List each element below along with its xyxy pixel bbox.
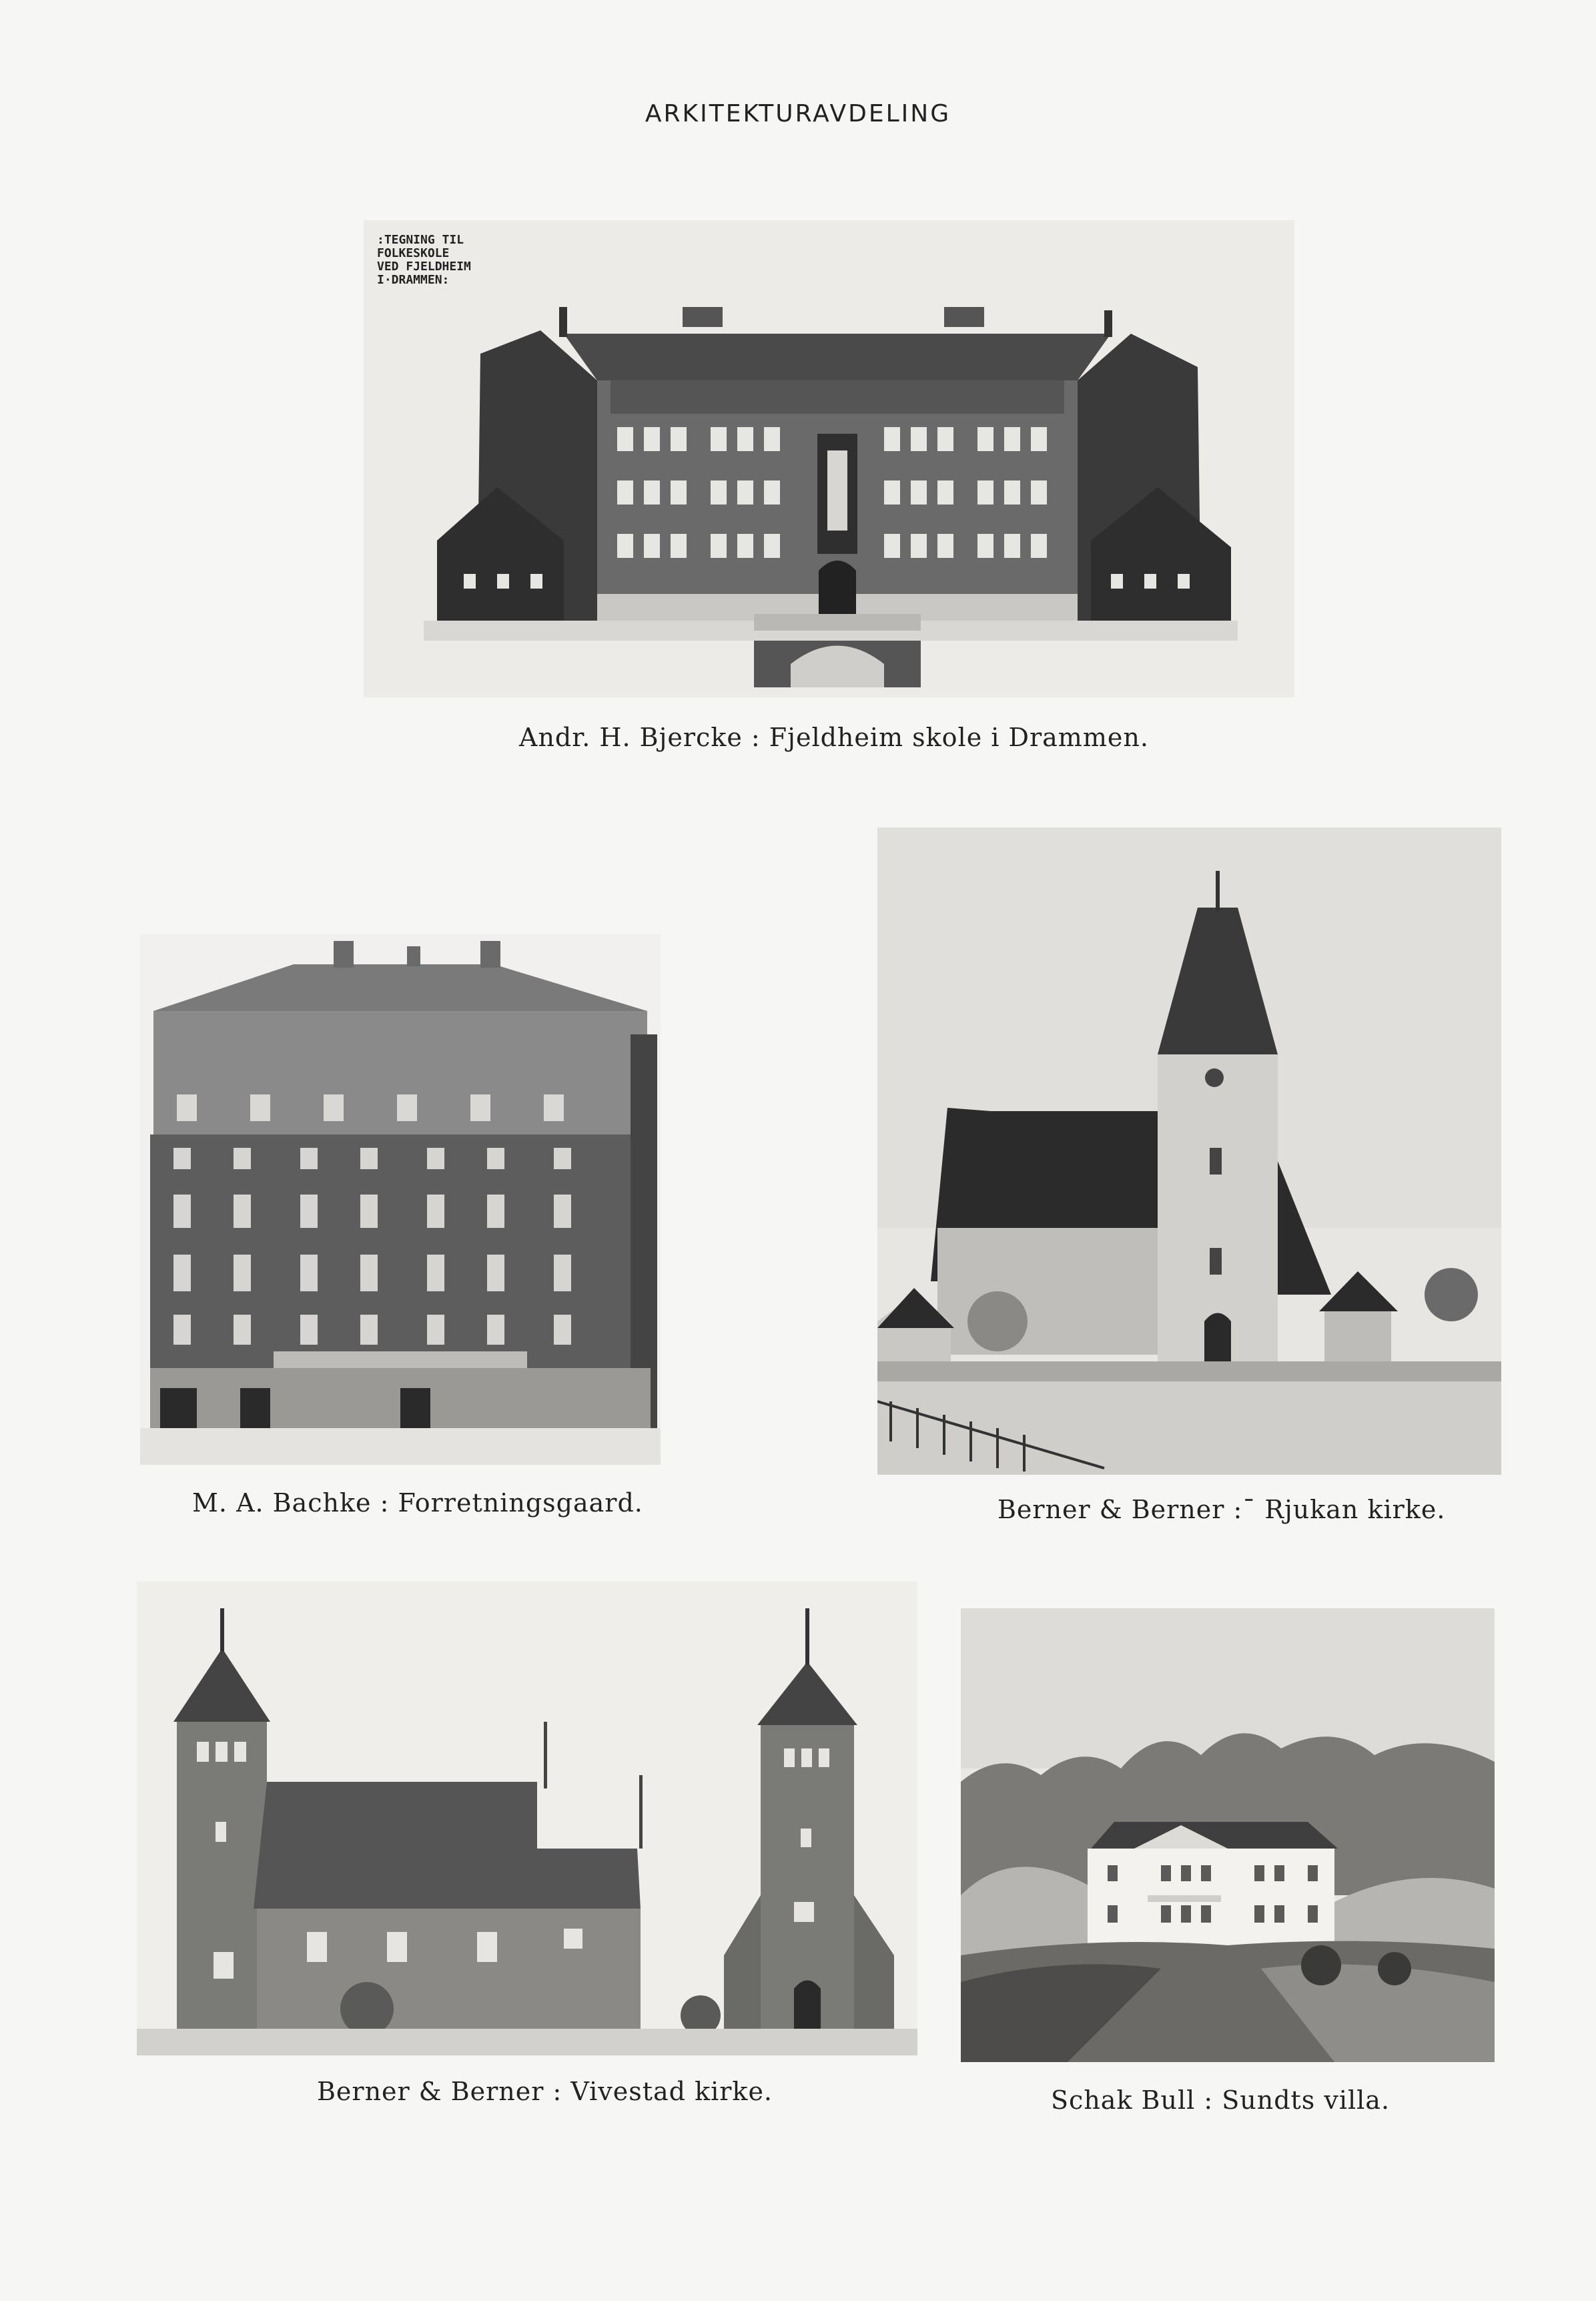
office-building-illustration bbox=[140, 934, 661, 1465]
drawing-note-line: FOLKESKOLE bbox=[377, 246, 450, 260]
drawing-note bbox=[377, 234, 471, 287]
page-header: ARKITEKTURAVDELING bbox=[645, 100, 951, 127]
villa-illustration bbox=[961, 1608, 1495, 2062]
vivestad-church-illustration bbox=[137, 1582, 917, 2055]
villa-caption: Schak Bull : Sundts villa. bbox=[1051, 2085, 1390, 2115]
drawing-note-line: I·DRAMMEN: bbox=[377, 273, 450, 287]
school-illustration bbox=[364, 220, 1294, 697]
rjukan-church-caption: Berner & Berner :¯ Rjukan kirke. bbox=[998, 1495, 1446, 1524]
office-building-caption: M. A. Bachke : Forretningsgaard. bbox=[192, 1488, 643, 1518]
rjukan-church-illustration bbox=[877, 828, 1501, 1475]
school-caption: Andr. H. Bjercke : Fjeldheim skole i Drammen. bbox=[519, 723, 1149, 752]
drawing-note-line: VED FJELDHEIM bbox=[377, 260, 471, 274]
vivestad-church-caption: Berner & Berner : Vivestad kirke. bbox=[317, 2077, 773, 2106]
drawing-note-line: :TEGNING TIL bbox=[377, 233, 464, 247]
